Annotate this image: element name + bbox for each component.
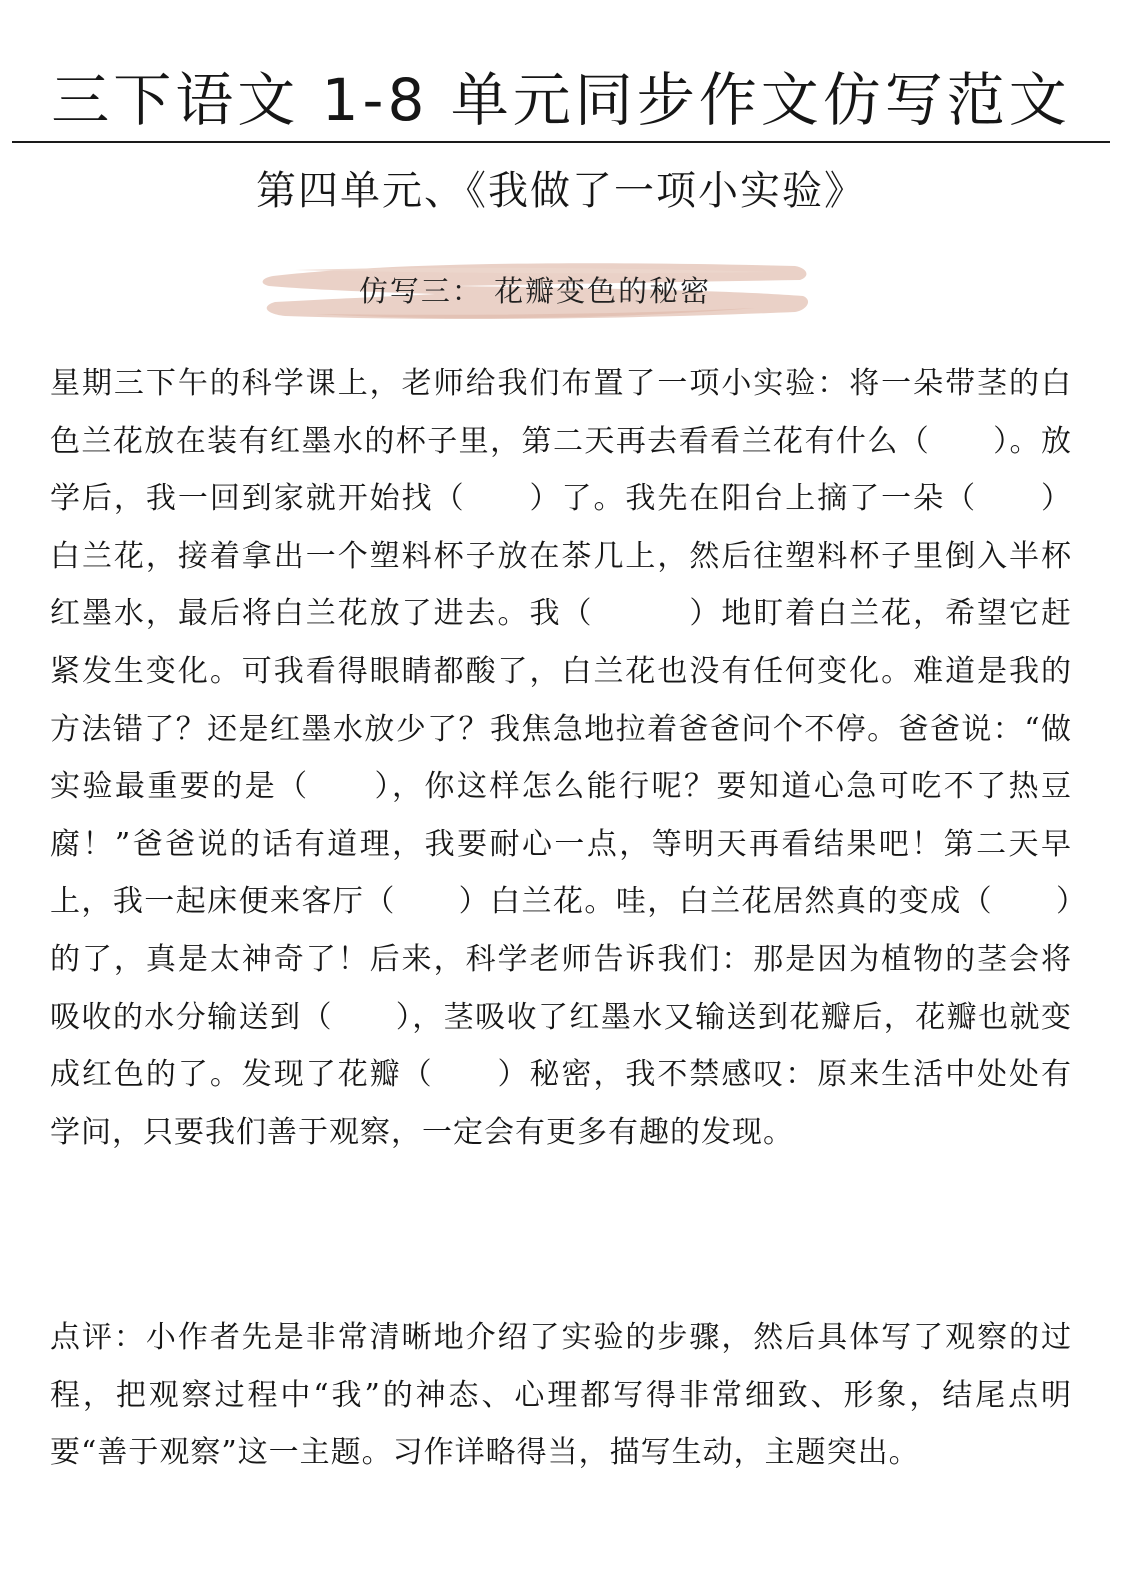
comment-paragraph: 点评：小作者先是非常清晰地介绍了实验的步骤，然后具体写了观察的过程，把观察过程中“我”的神态、心理都写得非常细致、形象，结尾点明要“善于观察”这一主题。习作详略得当，描写生动，主题突出。 xyxy=(50,1320,1072,1471)
page-title: 三下语文 1-8 单元同步作文仿写范文 xyxy=(51,66,1071,134)
unit-title: 第四单元、《我做了一项小实验》 xyxy=(256,168,866,214)
title-divider xyxy=(12,141,1110,143)
subtitle: 仿写三： 花瓣变色的秘密 xyxy=(358,274,712,308)
essay-paragraph: 星期三下午的科学课上，老师给我们布置了一项小实验：将一朵带茎的白色兰花放在装有红墨水的杯子里，第二天再去看看兰花有什么（ ）。放学后，我一回到家就开始找（ ）了。我先在阳台上摘了一朵（ ）白兰花，接着拿出一个塑料杯子放在茶几上，然后往塑料杯子里倒入半杯红墨水，最后将白兰花放了进去。我（ ）地盯着白兰花，希望它赶紧发生变化。可我看得眼睛都酸了，白兰花也没有任何变化。难道是我的方法错了？还是红墨水放少了？我焦急地拉着爸爸问个不停。爸爸说：“做实验最重要的是（ ），你这样怎么能行呢？要知道心急可吃不了热豆腐！”爸爸说的话有道理，我要耐心一点，等明天再看结果吧！第二天早上，我一起床便来客厅（ ）白兰花。哇，白兰花居然真的变成（ ）的了，真是太神奇了！后来，科学老师告诉我们：那是因为植物的茎会将吸收的水分输送到（ ），茎吸收了红墨水又输送到花瓣后，花瓣也就变成红色的了。发现了花瓣（ ）秘密，我不禁感叹：原来生活中处处有学问，只要我们善于观察，一定会有更多有趣的发现。 xyxy=(50,366,1072,1150)
subtitle-banner xyxy=(255,256,815,328)
